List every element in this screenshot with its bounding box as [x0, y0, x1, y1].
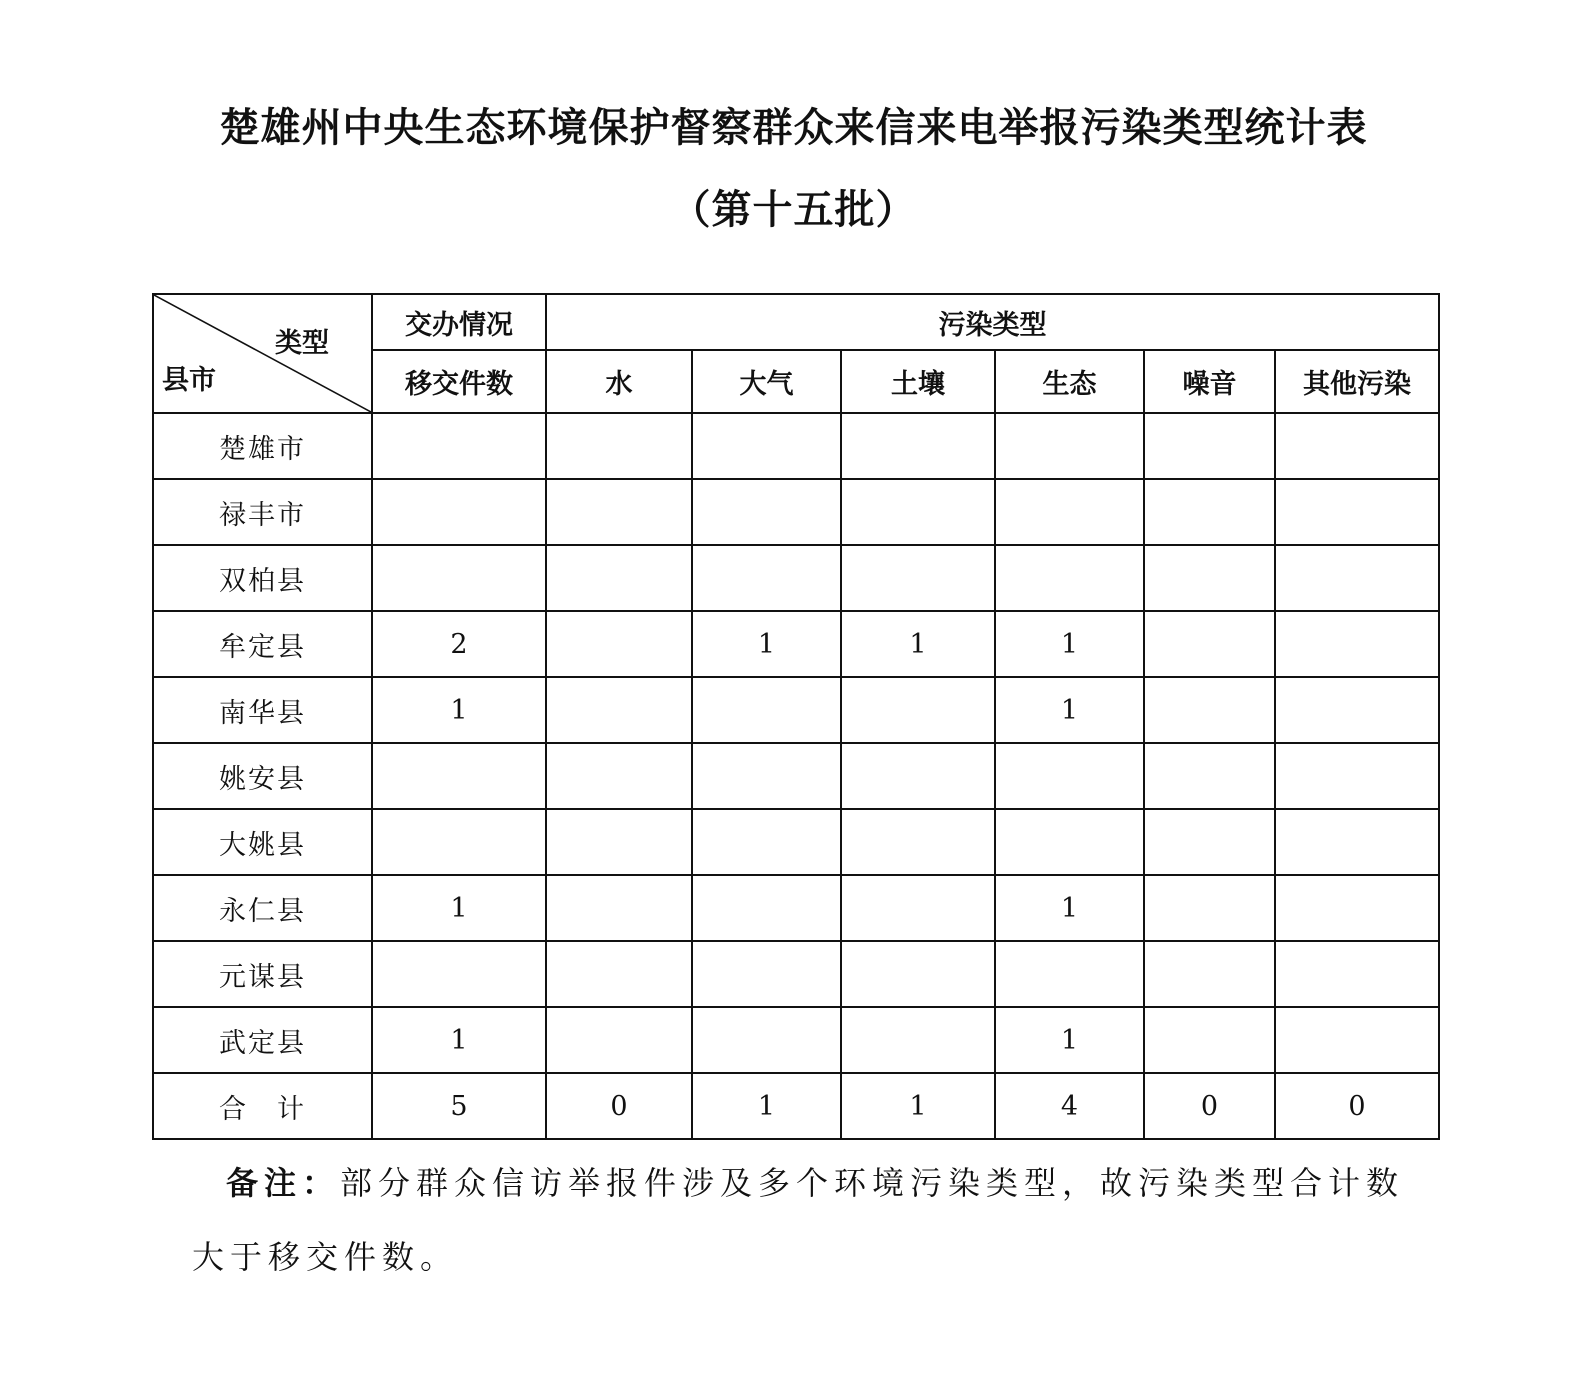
table-cell: [1275, 1007, 1439, 1073]
table-row: [153, 941, 1439, 1007]
table-cell: [995, 941, 1144, 1007]
total-cell: 0: [1275, 1073, 1439, 1139]
table-cell: [841, 545, 995, 611]
total-cell: 1: [841, 1073, 995, 1139]
column-header-other: 其他污染: [1275, 350, 1439, 413]
pollution-statistics-table: [152, 293, 1440, 1140]
table-cell: 2: [372, 611, 546, 677]
table-cell: [692, 809, 841, 875]
table-cell: [546, 941, 692, 1007]
table-row: [153, 479, 1439, 545]
county-cell: 牟定县: [153, 611, 372, 677]
table-cell: [692, 941, 841, 1007]
table-cell: [1275, 611, 1439, 677]
table-cell: [841, 1007, 995, 1073]
table-cell: [1144, 413, 1275, 479]
total-label-cell: 合 计: [153, 1073, 372, 1139]
table-row: [153, 743, 1439, 809]
county-cell: 楚雄市: [153, 413, 372, 479]
table-cell: [546, 545, 692, 611]
table-cell: [692, 677, 841, 743]
table-cell: [1144, 743, 1275, 809]
corner-county-label: 县市: [162, 365, 216, 396]
table-cell: [546, 677, 692, 743]
table-cell: [1144, 875, 1275, 941]
document-subtitle: （第十五批）: [670, 186, 917, 233]
table-cell: [692, 545, 841, 611]
column-header-noise: 噪音: [1144, 350, 1275, 413]
table-cell: [1275, 809, 1439, 875]
table-cell: 1: [692, 611, 841, 677]
table-cell: [1275, 941, 1439, 1007]
table-cell: [1144, 941, 1275, 1007]
note-text-line1: 部分群众信访举报件涉及多个环境污染类型，故污染类型合计数: [340, 1164, 1405, 1202]
column-header-air: 大气: [692, 350, 841, 413]
column-header-water: 水: [546, 350, 692, 413]
table-cell: [841, 413, 995, 479]
county-cell: 禄丰市: [153, 479, 372, 545]
table-cell: [372, 743, 546, 809]
table-cell: 1: [372, 875, 546, 941]
table-cell: [546, 743, 692, 809]
table-row: [153, 809, 1439, 875]
table-cell: [372, 941, 546, 1007]
table-cell: [1275, 413, 1439, 479]
total-cell: 0: [1144, 1073, 1275, 1139]
group-header-assignment: 交办情况: [372, 294, 546, 350]
county-cell: 双柏县: [153, 545, 372, 611]
table-cell: 1: [841, 611, 995, 677]
county-cell: 武定县: [153, 1007, 372, 1073]
note-paragraph: [226, 1158, 1426, 1204]
column-header-soil: 土壤: [841, 350, 995, 413]
total-cell: 4: [995, 1073, 1144, 1139]
table-cell: [995, 479, 1144, 545]
table-cell: [841, 875, 995, 941]
column-header-transferred: 移交件数: [372, 350, 546, 413]
table-cell: [995, 545, 1144, 611]
county-cell: 永仁县: [153, 875, 372, 941]
document-title: 楚雄州中央生态环境保护督察群众来信来电举报污染类型统计表: [219, 104, 1368, 151]
table-row: [153, 677, 1439, 743]
total-cell: 1: [692, 1073, 841, 1139]
table-cell: [1144, 809, 1275, 875]
table-cell: [1144, 545, 1275, 611]
table-cell: [1144, 677, 1275, 743]
table-cell: [546, 611, 692, 677]
table-cell: [995, 413, 1144, 479]
table-cell: [1144, 479, 1275, 545]
note-label: 备注：: [226, 1164, 341, 1202]
table-cell: 1: [372, 677, 546, 743]
table-cell: [841, 941, 995, 1007]
table-cell: [546, 875, 692, 941]
table-cell: [995, 809, 1144, 875]
table-cell: 1: [995, 1007, 1144, 1073]
table-cell: [546, 809, 692, 875]
table-cell: 1: [995, 677, 1144, 743]
table-cell: [372, 479, 546, 545]
table-row: [153, 1007, 1439, 1073]
table-cell: [841, 479, 995, 545]
table-cell: 1: [995, 611, 1144, 677]
table-row: [153, 413, 1439, 479]
note-text-line2: 大于移交件数。: [192, 1238, 459, 1276]
county-cell: 南华县: [153, 677, 372, 743]
table-cell: [1275, 479, 1439, 545]
table-cell: [692, 479, 841, 545]
table-cell: [372, 809, 546, 875]
group-header-pollution: 污染类型: [546, 294, 1439, 350]
table-cell: 1: [995, 875, 1144, 941]
table-row: [153, 875, 1439, 941]
total-row: [153, 1073, 1439, 1139]
corner-type-label: 类型: [275, 328, 329, 359]
table-cell: [1275, 875, 1439, 941]
total-cell: 0: [546, 1073, 692, 1139]
county-cell: 姚安县: [153, 743, 372, 809]
table-cell: [692, 413, 841, 479]
table-cell: [372, 413, 546, 479]
table-cell: [841, 677, 995, 743]
column-header-ecology: 生态: [995, 350, 1144, 413]
table-cell: [995, 743, 1144, 809]
corner-header-cell: [153, 294, 372, 413]
table-cell: [692, 743, 841, 809]
table-row: [153, 611, 1439, 677]
table-cell: [1275, 545, 1439, 611]
table-cell: [372, 545, 546, 611]
table-cell: [546, 1007, 692, 1073]
table-cell: [1275, 677, 1439, 743]
table-cell: [841, 743, 995, 809]
table-cell: [841, 809, 995, 875]
total-cell: 5: [372, 1073, 546, 1139]
table-cell: 1: [372, 1007, 546, 1073]
table-row: [153, 545, 1439, 611]
table-cell: [1144, 611, 1275, 677]
table-cell: [1275, 743, 1439, 809]
county-cell: 元谋县: [153, 941, 372, 1007]
table-cell: [546, 413, 692, 479]
table-cell: [1144, 1007, 1275, 1073]
table-cell: [692, 875, 841, 941]
table-cell: [692, 1007, 841, 1073]
table-cell: [546, 479, 692, 545]
county-cell: 大姚县: [153, 809, 372, 875]
